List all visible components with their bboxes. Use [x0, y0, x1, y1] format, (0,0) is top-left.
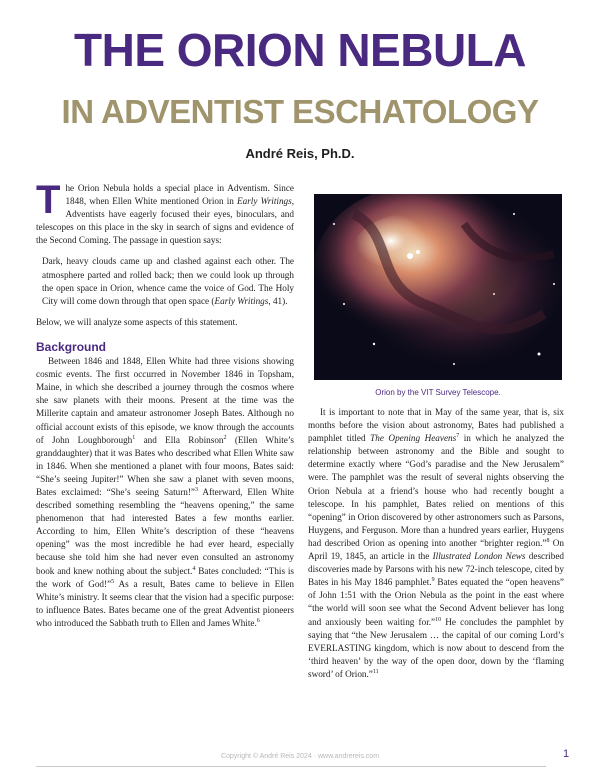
- intro-paragraph: The Orion Nebula holds a special place in Adventism. Since 1848, when Ellen White mentioned Orion in Early Writings, Adventists have eagerly focused their eyes, binoculars, and telescopes on this place in the sky in search of signs and evidence of the Second Coming. The passage in question says:: [36, 178, 295, 246]
- analyze-paragraph: Below, we will analyze some aspects of this statement.: [36, 316, 238, 327]
- footer-copyright: Copyright © André Reis 2024 · www.andrereis.com: [220, 753, 380, 760]
- page-subtitle: IN ADVENTIST ESCHATOLOGY: [61, 93, 539, 130]
- block-quote: Dark, heavy clouds came up and clashed against each other. The atmosphere parted and rolled back; then we could look up through the open space in Orion, whence came the voice of God. The Holy City will come down through that open space (Early Writings, 41).: [42, 256, 294, 306]
- background-paragraph: Between 1846 and 1848, Ellen White had three visions showing cosmic events. The first occurred in November 1846 in Topsham, Maine, in which she described a journey through the cosmos where she saw planets with their moons. Present at the time was the Millerite captain and amateur astronomer Joseph Bates. Although no official account exists of this episode, we know through the accounts of John Loughborough$^1$ and Ella Robinson$^2$ (Ellen White’s granddaughter) that it was Bates who described what Ellen White saw in 1846. When she mentioned a planet with four moons, Bates said: “She’s seeing Jupiter!” When she saw a planet with seven moons, Bates exclaimed: “She’s seeing Saturn!”$^3$ Afterward, Ellen White described something resembling the “heavens opening,” the same phenomenon that had interested Bates a few months earlier. According to him, Ellen White’s description of these “heavens opening” was the most incredible he had ever heard, especially because she told him she had never even consulted an astronomy book and knew nothing about the subject.$^4$ Bates concluded: “This is the work of God!”$^5$ As a result, Bates came to believe in Ellen White’s ministry. It seems clear that the vision had a specific purpose: to influence Bates. Bates became one of the great Adventist pioneers who introduced the Sabbath truth to Ellen and James White.$^6$: [36, 356, 295, 628]
- footnote-ref: 4: [192, 565, 196, 572]
- author-byline: André Reis, Ph.D.: [245, 146, 355, 161]
- page-title: THE ORION NEBULA: [74, 24, 526, 76]
- footer-divider: [36, 766, 546, 767]
- page-number: 1: [563, 748, 570, 760]
- footnote-ref: 6: [256, 617, 260, 624]
- footnote-ref: 2: [223, 434, 227, 441]
- photo-caption: Orion by the VIT Survey Telescope.: [375, 388, 501, 397]
- right-column: [308, 406, 564, 681]
- orion-nebula-photo: [314, 194, 562, 380]
- nebula-image: [314, 194, 562, 380]
- section-heading-background: Background: [36, 339, 107, 354]
- footnote-ref: 10: [435, 616, 442, 623]
- pamphlet-paragraph: It is important to note that in May of the same year, that is, six months before the vision about astronomy, Bates had published a pamphlet titled The Opening Heavens$^7$ in which he analyzed the relationship between astronomy and the Bible and sought to determine exactly where “God’s paradise and the New Jerusalem” were. The pamphlet was the result of several nights observing the Orion Nebula at a friend’s house who had recently bought a telescope. In his pamphlet, Bates relied on mentions of this “opening” in Orion discovered by other astronomers such as Parsons, Huygens, and Ferguson. More than a hundred years earlier, Huygens had described Orion as opening into another “brighter region.”$^8$ On April 19, 1845, an article in the Illustrated London News described discoveries made by Parsons with his new 72-inch telescope, cited by Bates in his May 1846 pamphlet.$^9$ Bates equated the “open heavens” of John 1:51 with the Orion Nebula as the point in the east where “the world will soon see what the Second Advent believer has long and anxiously been waiting for.”$^{10}$ He concludes the pamphlet by saying that “the New Jerusalem … the capital of our coming Lord’s EVERLASTING kingdom, which is now about to descend from the ‘third heaven’ by the way of the open door, down by the ‘flaming sword’ of Orion.”$^{11}$: [308, 407, 565, 679]
- footnote-ref: 3: [195, 486, 199, 493]
- footnote-ref: 8: [546, 537, 550, 544]
- footnote-ref: 1: [132, 434, 136, 441]
- footnote-ref: 5: [111, 578, 115, 585]
- left-column: [36, 178, 295, 630]
- footnote-ref: 9: [431, 577, 435, 584]
- footnote-ref: 11: [372, 668, 379, 675]
- footnote-ref: 7: [456, 433, 460, 440]
- drop-cap: T: [36, 178, 61, 222]
